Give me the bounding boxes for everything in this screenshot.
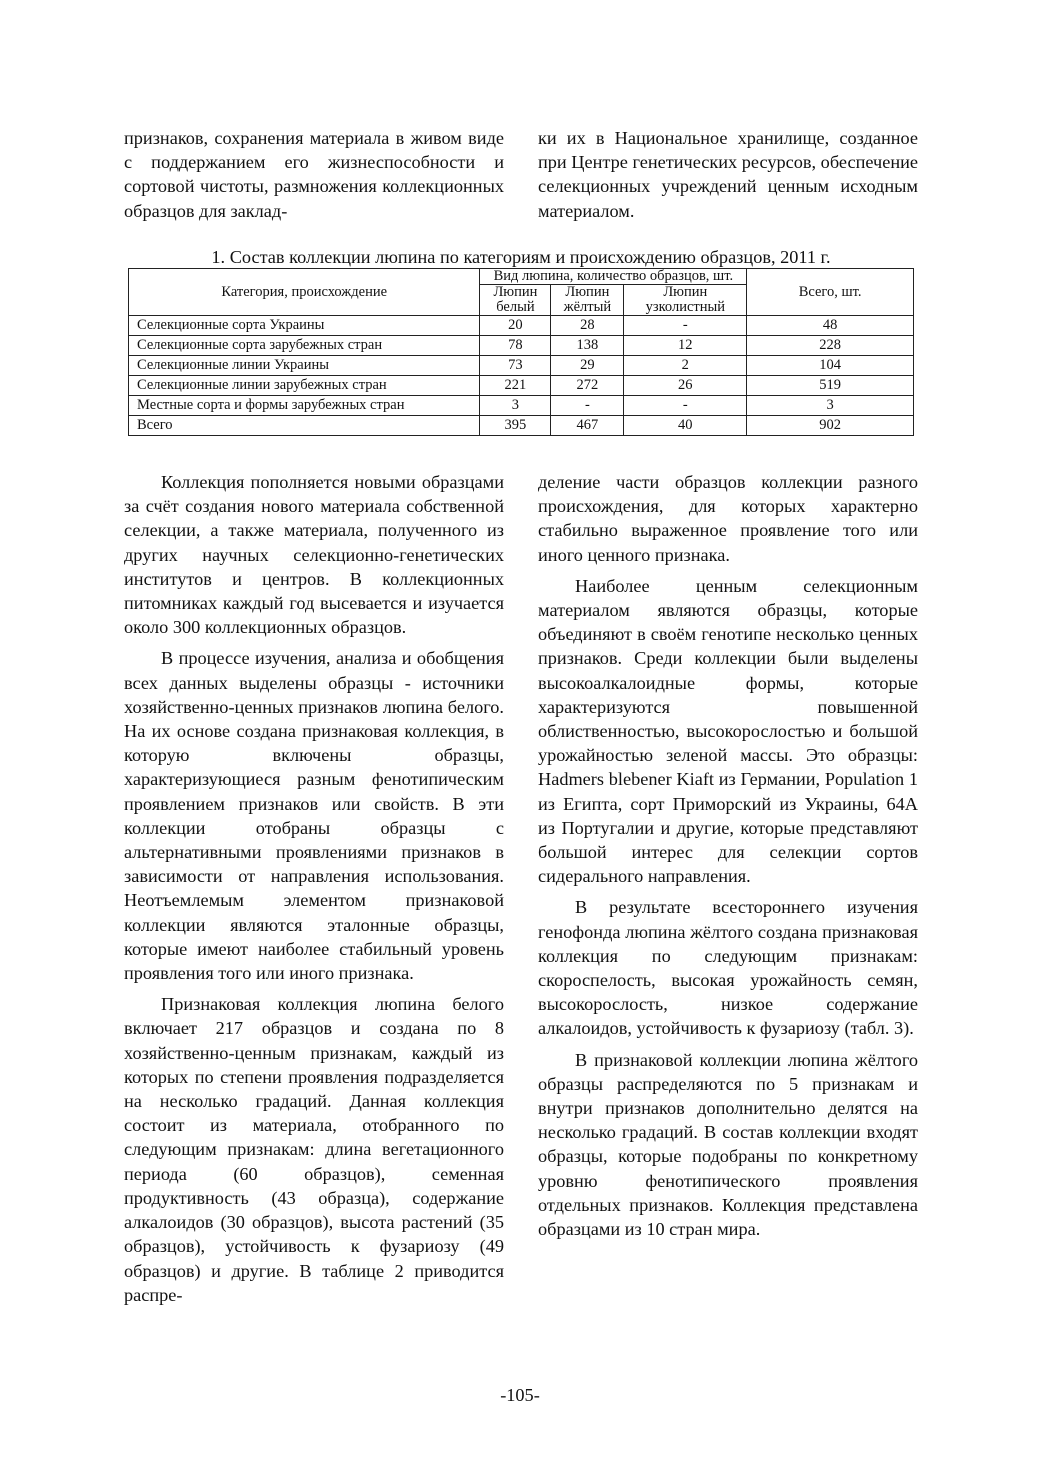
white-cell: 20 bbox=[480, 316, 551, 336]
table-row bbox=[129, 316, 914, 336]
white-cell: 73 bbox=[480, 356, 551, 376]
table-row bbox=[129, 376, 914, 396]
yellow-cell: 272 bbox=[551, 376, 624, 396]
paragraph: В признаковой коллекции люпина жёлтого образцы распределяются по 5 признакам и внутри признаков дополнительно делятся на несколько градаций. В состав коллекции входят образцы, которые подобраны по конкретному уровню фенотипического проявления отдельных признаков. Коллекция представлена образцами из 10 стран мира. bbox=[538, 1049, 918, 1240]
white-cell: 395 bbox=[480, 416, 551, 436]
category-cell: Селекционные сорта Украины bbox=[129, 316, 480, 336]
total-cell: 902 bbox=[747, 416, 914, 436]
left-column bbox=[124, 470, 504, 1307]
category-cell: Селекционные линии Украины bbox=[129, 356, 480, 376]
paragraph: В результате всестороннего изучения генофонда люпина жёлтого создана признаковая коллекция по следующим признакам: скороспелость, высокая урожайность семян, высокорослость, низкое содержание алкалоидов, устойчивость к фузариозу (табл. 3). bbox=[538, 897, 918, 1039]
total-cell: 104 bbox=[747, 356, 914, 376]
table-caption: 1. Состав коллекции люпина по категориям и происхождению образцов, 2011 г. bbox=[211, 247, 831, 267]
yellow-cell: 467 bbox=[551, 416, 624, 436]
category-cell: Селекционные линии зарубежных стран bbox=[129, 376, 480, 396]
total-cell: 3 bbox=[747, 396, 914, 416]
total-cell: 228 bbox=[747, 336, 914, 356]
table-header-row bbox=[129, 269, 914, 285]
yellow-cell: - bbox=[551, 396, 624, 416]
narrow-cell: - bbox=[624, 316, 747, 336]
table-row bbox=[129, 356, 914, 376]
right-column bbox=[538, 470, 918, 1241]
top-right-paragraph bbox=[538, 126, 918, 223]
header-total: Всего, шт. bbox=[747, 269, 914, 316]
narrow-cell: 2 bbox=[624, 356, 747, 376]
header-white-lupin: Люпин белый bbox=[480, 285, 551, 316]
yellow-cell: 28 bbox=[551, 316, 624, 336]
header-yellow-lupin: Люпин жёлтый bbox=[551, 285, 624, 316]
table-row bbox=[129, 336, 914, 356]
table-total-row bbox=[129, 416, 914, 436]
paragraph: Коллекция пополняется новыми образцами за счёт создания нового материала собственной селекции, а также материала, полученного из других научных селекционно-генетических институтов и центров. В коллекционных питомниках каждый год высевается и изучается около 300 коллекционных образцов. bbox=[124, 472, 504, 638]
category-cell: Местные сорта и формы зарубежных стран bbox=[129, 396, 480, 416]
top-left-paragraph bbox=[124, 126, 504, 223]
yellow-cell: 29 bbox=[551, 356, 624, 376]
paragraph: деление части образцов коллекции разного происхождения, для которых характерно стабильно выраженное проявление того или иного ценного признака. bbox=[538, 472, 918, 565]
category-cell: Всего bbox=[129, 416, 480, 436]
table-row bbox=[129, 396, 914, 416]
paragraph: признаков, сохранения материала в живом виде с поддержанием его жизнеспособности и сортовой чистоты, размножения коллекционных образцов для заклад- bbox=[124, 128, 504, 221]
data-table bbox=[128, 268, 914, 436]
white-cell: 221 bbox=[480, 376, 551, 396]
narrow-cell: - bbox=[624, 396, 747, 416]
category-cell: Селекционные сорта зарубежных стран bbox=[129, 336, 480, 356]
paragraph: ки их в Национальное хранилище, созданное при Центре генетических ресурсов, обеспечение селекционных учреждений ценным исходным материалом. bbox=[538, 128, 918, 221]
narrow-cell: 26 bbox=[624, 376, 747, 396]
header-lupin-type: Вид люпина, количество образцов, шт. bbox=[480, 269, 747, 285]
page-number: -105- bbox=[500, 1385, 540, 1405]
narrow-cell: 40 bbox=[624, 416, 747, 436]
paragraph: Признаковая коллекция люпина белого включает 217 образцов и создана по 8 хозяйственно-ценным признакам, каждый из которых по степени проявления подразделяется на несколько градаций. Данная коллекция состоит из материала, отобранного по следующим признакам: длина вегетационного периода (60 образцов), семенная продуктивность (43 образца), содержание алкалоидов (30 образцов), высота растений (35 образцов), устойчивость к фузариозу (49 образцов) и другие. В таблице 2 приводится распре- bbox=[124, 994, 504, 1305]
paragraph: Наиболее ценным селекционным материалом являются образцы, которые объединяют в своём генотипе несколько ценных признаков. Среди коллекции были выделены высокоалкалоидные формы, которые характеризуются повышенной облиственностью, высокорослостью и большой урожайностью зеленой массы. Это образцы: Hadmers blebener Kiaft из Германии, Population 1 из Египта, сорт Приморский из Украины, 64А из Португалии и другие, которые представляют большой интерес для селекции сортов сидерального направления. bbox=[538, 575, 918, 887]
paragraph: В процессе изучения, анализа и обобщения всех данных выделены образцы - источники хозяйственно-ценных признаков люпина белого. На их основе создана признаковая коллекция, в которую включены образцы, характеризующиеся разным фенотипическим проявлением признаков или свойств. В эти коллекции отобраны образцы с альтернативными проявлениями признаков в зависимости от направления использования. Неотъемлемым элементом признаковой коллекции являются эталонные образцы, которые имеют наиболее стабильный уровень проявления того или иного признака. bbox=[124, 648, 504, 984]
yellow-cell: 138 bbox=[551, 336, 624, 356]
total-cell: 519 bbox=[747, 376, 914, 396]
total-cell: 48 bbox=[747, 316, 914, 336]
narrow-cell: 12 bbox=[624, 336, 747, 356]
white-cell: 3 bbox=[480, 396, 551, 416]
header-category: Категория, происхождение bbox=[129, 269, 480, 316]
white-cell: 78 bbox=[480, 336, 551, 356]
header-narrow-leaf-lupin: Люпин узколистный bbox=[624, 285, 747, 316]
